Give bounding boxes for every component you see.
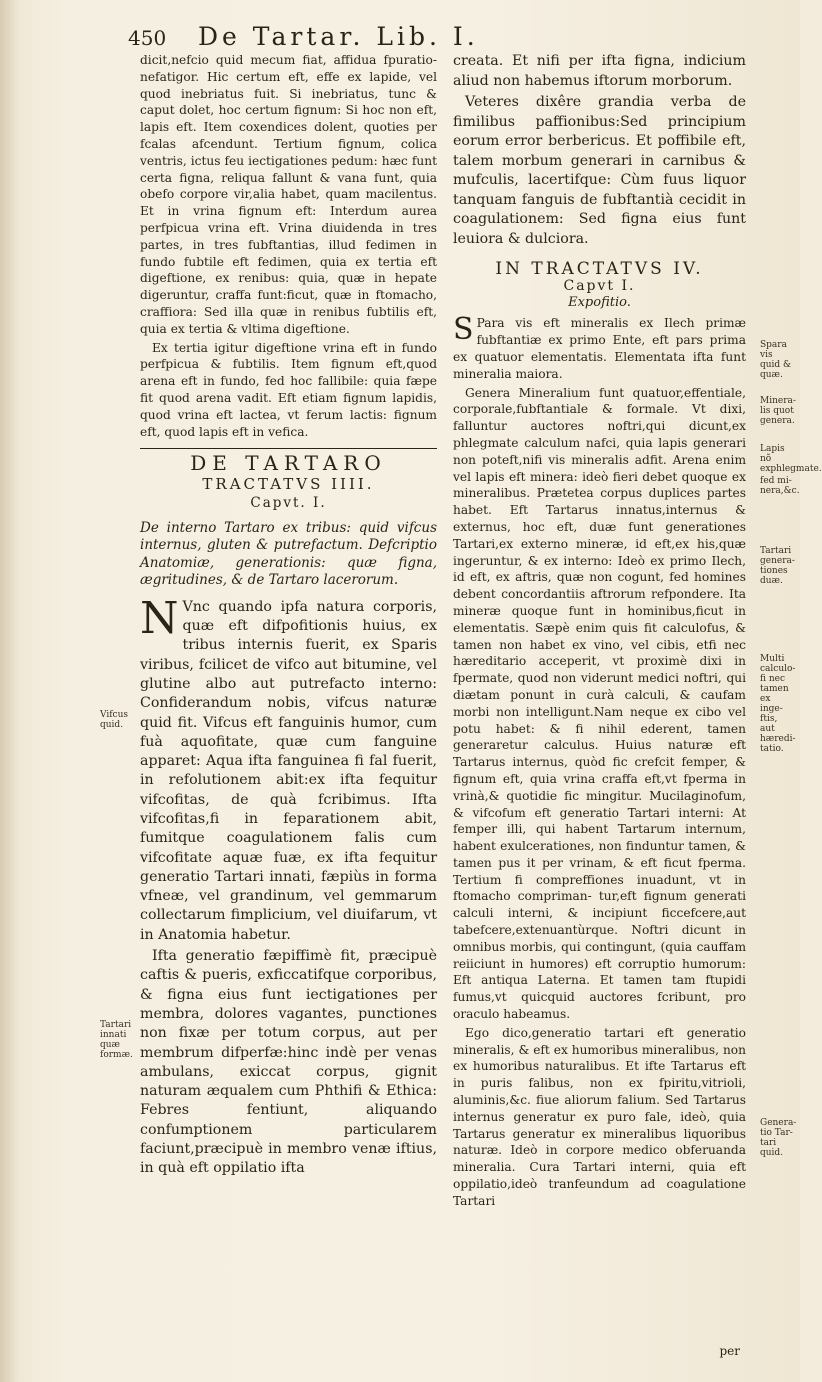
chapter-heading: De interno Tartaro ex tribus: quid vifcus internus, gluten & putrefactum. Defcriptio Anatomiæ, generationis: quæ figna, ægritudines, & de Tartaro lacerorum. xyxy=(140,519,437,589)
expositio-heading: Expofitio. xyxy=(568,294,631,310)
marginal-note-tartari-innati: Tartari innati quæ formæ. xyxy=(100,1020,133,1060)
first-paragraph-text: Vnc quando ipfa natura corporis, quæ eft difpofitionis huius, ex tribus internis fuerit, ex Sparis viribus, fcilicet de vifco aut bitumine, vel glutine albo aut putrefacto interno: Confiderandum nobis, vifcus naturæ quid fit. Vifcus eft fanguinis humor, cum fuà aquofitate, quæ cum fanguine apparet: Aqua ifta fanguinea fi fal fuerit, in refolutionem abit:ex ifta fequitur vifcofitas, de quà fcribimus. Ifta vifcofitas,fi in feparationem abit, fumitque coagulationem falis cum vifcofitate aquæ fuæ, ex ifta fequitur generatio Tartari innati, fæpiùs in forma vfneæ, vel grandinum, vel gemmarum collectarum fimplicium, vel diuifarum, vt in Anatomia habetur. xyxy=(140,598,437,943)
initial-s: S xyxy=(453,312,474,348)
marginal-note-minera: Minera- lis quot genera. xyxy=(760,396,796,426)
right-para-1 xyxy=(453,312,746,382)
section-rule xyxy=(140,448,437,449)
left-column xyxy=(140,52,437,1181)
section-title: DE TARTARO xyxy=(190,451,387,476)
left-paragraph-2: Ex tertia igitur digeftione vrina eft in fundo perfpicua & fubtilis. Item fignum eft,quod arena eft in fundo, fed hoc fallibile: quia fæpe fit quod arena vadit. Eft etiam fignum lapidis, quod vrina eft lactea, vt ferum lactis: fignum eft, quod lapis eft in vefica. xyxy=(140,340,437,439)
page-header xyxy=(128,22,668,52)
first-paragraph xyxy=(140,592,437,945)
right-para-2: Genera Mineralium funt quatuor,effentiale, corporale,fubftantiale & formale. Vt dixi, falluntur auctores noftri,qui dicunt,ex phlegmate calculum nafci, quia lapis generari non poteft,nifi vis mineralis adfit. Arena enim vel lapis eft minera: ideò fieri debet quoque ex mineralibus. Prætetea corpus duplices partes habet. Eft Tartarus innatus,internus & externus, hoc eft, duæ funt generationes Tartari,ex externo mineræ, id eft,ex his,quæ ingeruntur, & ex interno: Ideò ex primo Ilech, id eft, ex aftris, quæ non cogunt, fed homines debent concordantiis aftrorum refpondere. Ita mineræ quoque funt in hominibus,ficut in elementatis. Sæpè enim quis fit calculofus, & tamen non habet ex vino, vel cibis, etfi nec hæreditario acceperit, vt proximè dixi in fpermate, quod non viderunt medici noftri, qui diætam ponunt in curà calculi, & caufam morbi non intelligunt.Nam neque ex cibo vel potu habet: & fi nihil ederent, tamen generaretur calculus. Huius naturæ eft Tartarus internus, quòd fic crefcit femper, & fignum eft, quia vrina craffa eft,vt fperma in vrinà,& quotidie fic mingitur. Mucilaginofum, & vifcofum eft generatio Tartari interni: At femper illi, qui habent Tartarum internum, habent exulcerationes, non finduntur tamen, & tamen pus it per vrinam, & eft ficut fperma. Tertium fi compreffiones inuadunt, vt in ftomacho compriman- tur,eft fignum generati calculi interni, & incipiunt ficcefcere,aut tabefcere,extenuantùrque. Noftri dicunt in omnibus morbis, qui contingunt, (quia cauffam reiiciunt in humores) eft corruptio humorum: Eft antiqua Laterna. Et tamen tam ftupidi fumus,vt quicquid auctores fcribunt, pro oraculo habeamus. xyxy=(453,385,746,1022)
right-para-3: Ego dico,generatio tartari eft generatio mineralis, & eft ex humoribus mineralibus, non ex humoribus naturalibus. Et ifte Tartarus eft in puris falibus, non ex fpiritu,vitrioli, aluminis,&c. fiue aliorum falium. Sed Tartarus internus generatur ex puro fale, ideò, quia Tartarus generatur ex mineralibus liquoribus naturæ. Ideò in corpore medico obferuanda mineralia. Cura Tartari interni, quia eft oppilatio,ideò tranfeundum ad coagulatione Tartari xyxy=(453,1025,746,1208)
marginal-note-viscus: Vifcus quid. xyxy=(100,710,129,730)
marginal-note-genera: Genera- tio Tar- tari quid. xyxy=(760,1118,797,1158)
drop-initial: N xyxy=(140,592,179,644)
marginal-note-multi: Multi calculo- fi nec tamen ex inge- ftis, aut hæredi- tatio. xyxy=(760,654,796,754)
marginal-note-fed: fed mi- nera,&c. xyxy=(760,476,800,496)
right-caput: Capvt I. xyxy=(563,277,636,294)
right-para-1-text: Para vis eft mineralis ex Ilech primæ fubftantiæ ex primo Ente, eft pars prima ex quatuor elementatis. Elementata ifta funt mineralia maiora. xyxy=(453,316,746,381)
page-number: 450 xyxy=(128,26,167,50)
catchword: per xyxy=(719,1344,740,1358)
right-intro: creata. Et nifi per ifta figna, indicium aliud non habemus iftorum morborum. xyxy=(453,53,746,89)
page-gutter xyxy=(0,0,20,1382)
right-intro-block xyxy=(453,52,746,249)
marginal-note-lapis: Lapis nõ exphlegmate. xyxy=(760,444,822,474)
marginal-note-tartari: Tartari genera- tiones duæ. xyxy=(760,546,795,586)
right-veteres: Veteres dixêre grandia verba de fimilibus paffionibus:Sed principium eorum error berbericus. Et poffibile eft, talem morbum generari in carnibus & mufculis, lacertifque: Cùm fuus liquor tanquam fanguis de fubftantià cecidit in coagulationem: Sed figna eius funt leuiora & dulciora. xyxy=(453,94,746,247)
marginal-note-spara: Spara vis quid & quæ. xyxy=(760,340,792,380)
tractatus-heading: TRACTATVS IIII. xyxy=(202,475,375,494)
right-tract-title: IN TRACTATVS IV. xyxy=(495,259,704,279)
right-column xyxy=(453,52,746,1212)
caput-heading: Capvt. I. xyxy=(250,494,327,511)
second-paragraph: Ifta generatio fæpiffimè fit, præcipuè caftis & pueris, exficcatifque corporibus, & figna eius funt iectigationes per membra, dolores vagantes, punctiones non fixæ per totum corpus, aut per membrum difperfæ:hinc indè per venas ambulans, exiccat corpus, gignit naturam æqualem cum Phthifi & Ethica: Febres fentiunt, aliquando confumptionem particularem faciunt,præcipuè in membro venæ iftius, in quà eft oppilatio ifta xyxy=(140,948,437,1177)
running-title: De Tartar. Lib. I. xyxy=(198,22,479,51)
left-paragraph-1: dicit,nefcio quid mecum fiat, affidua fpuratio- nefatigor. Hic certum eft, effe ex lapide, vel quod inebriatus fuit. Si inebriatus, tunc & caput dolet, hoc certum fignum: Si hoc non eft, lapis eft. Item coxendices dolent, quoties per fcalas afcendunt. Tertium fignum, colica ventris, ictus feu iectigationes pedum: hæc funt certa figna, reliqua fallunt & vana funt, quia obefo corpore vir,alia habet, quam macilentus. Et in vrina fignum eft: Interdum aurea perfpicua vrina eft. Vrina diuidenda in tres partes, in tres fubftantias, illud fedimen in fundo fubtile eft fedimen, quia ex tertia eft digeftione, ex renibus: quia, quæ in hepate digeruntur, craffa funt:ficut, quæ in ftomacho, craffiora: Sed illa quæ in renibus fubtilis eft, quia ex tertia & vltima digeftione. xyxy=(140,53,437,336)
left-body xyxy=(140,592,437,1179)
